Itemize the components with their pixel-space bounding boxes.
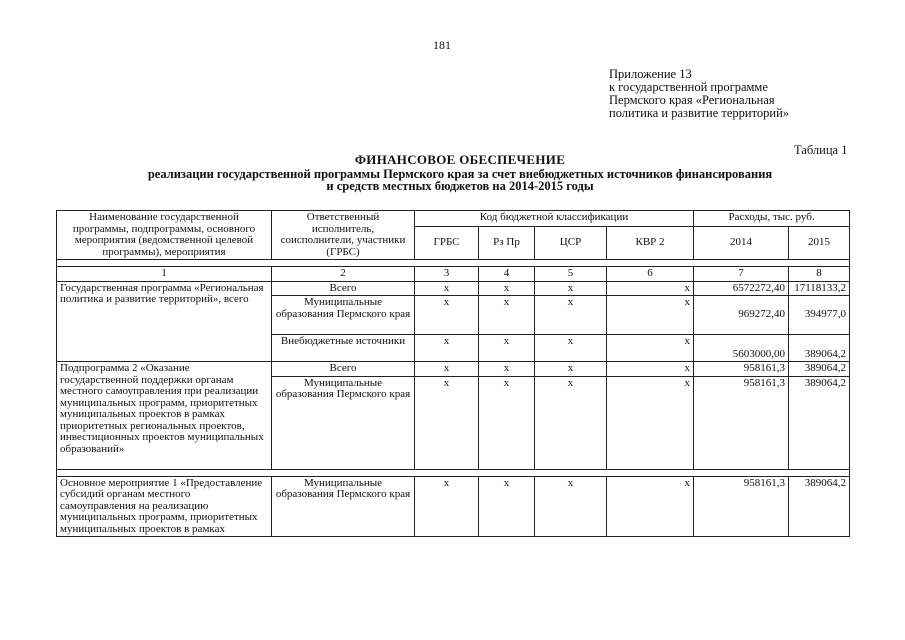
rzpr-cell: х <box>479 362 535 377</box>
amount-2015-cell: 389064,2 <box>789 476 850 537</box>
col-number: 4 <box>479 267 535 282</box>
grbs-cell: х <box>415 281 479 296</box>
header-executor: Ответственный исполнитель, соисполнители, участники (ГРБС) <box>272 211 415 260</box>
document-title: ФИНАНСОВОЕ ОБЕСПЕЧЕНИЕ <box>354 152 566 167</box>
document-subtitle-line2: и средств местных бюджетов на 2014-2015 годы <box>326 179 594 193</box>
header-csr: ЦСР <box>535 227 607 260</box>
grbs-cell: х <box>415 335 479 362</box>
col-number: 7 <box>694 267 789 282</box>
kvr-cell: х <box>607 281 694 296</box>
executor-cell: Всего <box>272 281 415 296</box>
csr-cell: х <box>535 335 607 362</box>
amount-2014-cell: 5603000,00 <box>694 335 789 362</box>
amount-2015-cell: 394977,0 <box>789 296 850 335</box>
program-name-cell: Государственная программа «Региональная политика и развитие территорий», всего <box>57 281 272 362</box>
executor-cell: Всего <box>272 362 415 377</box>
header-kvr: КВР 2 <box>607 227 694 260</box>
executor-cell: Муниципальные образования Пермского края <box>272 376 415 469</box>
table-row <box>57 362 850 377</box>
subprogram-name-cell: Подпрограмма 2 «Оказание государственной поддержки органам местного самоуправления при реализации муниципальных программ, приоритетных муниципальных проектов в рамках приоритетных региональных проектов, инвестиционных проектов муниципальных образований» <box>57 362 272 470</box>
amount-2015-cell: 389064,2 <box>789 376 850 469</box>
csr-cell: х <box>535 296 607 335</box>
appendix-line: политика и развитие территорий» <box>609 106 790 120</box>
grbs-cell: х <box>415 362 479 377</box>
csr-cell: х <box>535 476 607 537</box>
col-number: 5 <box>535 267 607 282</box>
rzpr-cell: х <box>479 476 535 537</box>
appendix-note <box>609 68 789 120</box>
amount-2014-cell: 6572272,40 <box>694 281 789 296</box>
col-number: 8 <box>789 267 850 282</box>
csr-cell: х <box>535 376 607 469</box>
grbs-cell: х <box>415 476 479 537</box>
amount-2014-cell: 958161,3 <box>694 476 789 537</box>
executor-cell: Внебюджетные источники <box>272 335 415 362</box>
amount-2015-cell: 389064,2 <box>789 335 850 362</box>
col-number: 1 <box>57 267 272 282</box>
page-number: 181 <box>433 38 451 52</box>
csr-cell: х <box>535 281 607 296</box>
executor-cell: Муниципальные образования Пермского края <box>272 296 415 335</box>
table-header-row <box>57 211 850 227</box>
col-number: 2 <box>272 267 415 282</box>
header-grbs: ГРБС <box>415 227 479 260</box>
header-2015: 2015 <box>789 227 850 260</box>
grbs-cell: х <box>415 296 479 335</box>
appendix-line: к государственной программе <box>609 80 768 94</box>
header-budget-code: Код бюджетной классификации <box>415 211 694 227</box>
amount-2014-cell: 958161,3 <box>694 362 789 377</box>
header-rzpr: Рз Пр <box>479 227 535 260</box>
kvr-cell: х <box>607 335 694 362</box>
header-2014: 2014 <box>694 227 789 260</box>
executor-cell: Муниципальные образования Пермского края <box>272 476 415 537</box>
rzpr-cell: х <box>479 376 535 469</box>
kvr-cell: х <box>607 362 694 377</box>
rzpr-cell: х <box>479 335 535 362</box>
appendix-line: Приложение 13 <box>609 67 692 81</box>
table-label: Таблица 1 <box>794 143 848 157</box>
activity-name-cell: Основное мероприятие 1 «Предоставление субсидий органам местного самоуправления на реализацию муниципальных программ, приоритетных муниципальных проектов в рамках <box>57 476 272 537</box>
financial-table <box>56 210 850 537</box>
kvr-cell: х <box>607 476 694 537</box>
column-number-row <box>57 267 850 282</box>
col-number: 6 <box>607 267 694 282</box>
header-name: Наименование государственной программы, подпрограммы, основного мероприятия (ведомственной целевой программы), мероприятия <box>57 211 272 260</box>
document-subtitle-line1: реализации государственной программы Пермского края за счет внебюджетных источников финансирования <box>147 167 773 181</box>
col-number: 3 <box>415 267 479 282</box>
header-expenses: Расходы, тыс. руб. <box>694 211 850 227</box>
grbs-cell: х <box>415 376 479 469</box>
rzpr-cell: х <box>479 296 535 335</box>
table-row <box>57 476 850 537</box>
csr-cell: х <box>535 362 607 377</box>
amount-2015-cell: 389064,2 <box>789 362 850 377</box>
amount-2014-cell: 969272,40 <box>694 296 789 335</box>
table-row <box>57 281 850 296</box>
kvr-cell: х <box>607 296 694 335</box>
kvr-cell: х <box>607 376 694 469</box>
appendix-line: Пермского края «Региональная <box>609 93 775 107</box>
rzpr-cell: х <box>479 281 535 296</box>
amount-2015-cell: 17118133,2 <box>789 281 850 296</box>
amount-2014-cell: 958161,3 <box>694 376 789 469</box>
